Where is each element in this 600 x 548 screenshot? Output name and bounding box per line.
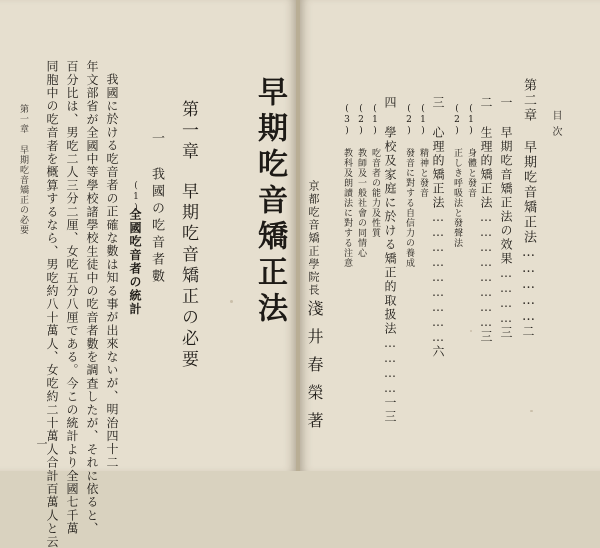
section-label: 全國吃音者の統計 [128, 208, 142, 316]
toc-chapter: 第二章 早期吃音矯正法……………二 [521, 78, 536, 339]
section-marker: (1) [131, 181, 141, 214]
toc-heading-school: 四 學校及家庭に於ける矯正的取扱法…………一三 [383, 96, 397, 424]
toc-heading-physio: 二 生理的矯正法……………………三 [479, 96, 493, 344]
toc-heading-effect: 一 早期吃音矯正法の效果…………三 [499, 96, 513, 340]
toc-item-breathing: (2) 正しき呼吸法と發聲法 [452, 104, 462, 248]
toc-page: 一三 [383, 396, 397, 424]
right-page [252, 0, 600, 471]
toc-item-body: (1) 身體と發音 [466, 104, 476, 198]
subsection-title: 一 我國の吃音者數 [149, 131, 164, 286]
paper-speck [230, 300, 233, 303]
body-line-1: 我國に於ける吃音者の正確な數は知る事が出來ないが、明治四十二 [105, 73, 119, 469]
toc-item-ability: (1) 吃音者の能力及性質 [370, 104, 380, 238]
toc-page: 二 [521, 325, 535, 339]
toc-item-spirit: (1) 精神と發音 [418, 104, 428, 198]
paper-speck [530, 410, 533, 412]
toc-heading-psych: 三 心理的矯正法………………………六 [431, 96, 445, 359]
toc-page: 三 [499, 326, 513, 340]
chapter-number: 第一章 [178, 100, 198, 163]
body-line-4: 同胞中の吃音者を概算するなら、男吃約八十萬人、女吃約二十萬人合計百萬人と云 [45, 60, 59, 548]
toc-item-confidence: (2) 發音に對する自信力の養成 [404, 104, 414, 268]
page-number: 一 [35, 438, 48, 450]
toc-item-teaching: (3) 教科及朗讀法に對する注意 [342, 104, 352, 268]
paper-speck [470, 330, 472, 332]
toc-page: 三 [479, 330, 493, 344]
author-affiliation: 京都吃音矯正學院長 [307, 180, 320, 297]
chapter-title: 早期吃音矯正の必要 [178, 182, 198, 371]
toc-page: 六 [431, 345, 445, 359]
toc-label: 目次 [550, 110, 561, 142]
running-header: 第一章 早期吃音矯正の必要 [18, 104, 28, 235]
author-name: 淺井春榮著 [305, 300, 324, 440]
body-line-2: 年文部省が全國中等學校諸學校生徒中の吃音者數を調査したが、それに依ると、 [85, 60, 99, 536]
body-line-3: 百分比は、男吃二人三分二厘、女吃五分八厘である。今この統計より全國七千萬 [65, 60, 79, 536]
toc-item-teacher-sympathy: (2) 教師及一般社會の同情心 [356, 104, 366, 258]
main-title: 早期吃音矯正法 [252, 76, 287, 328]
